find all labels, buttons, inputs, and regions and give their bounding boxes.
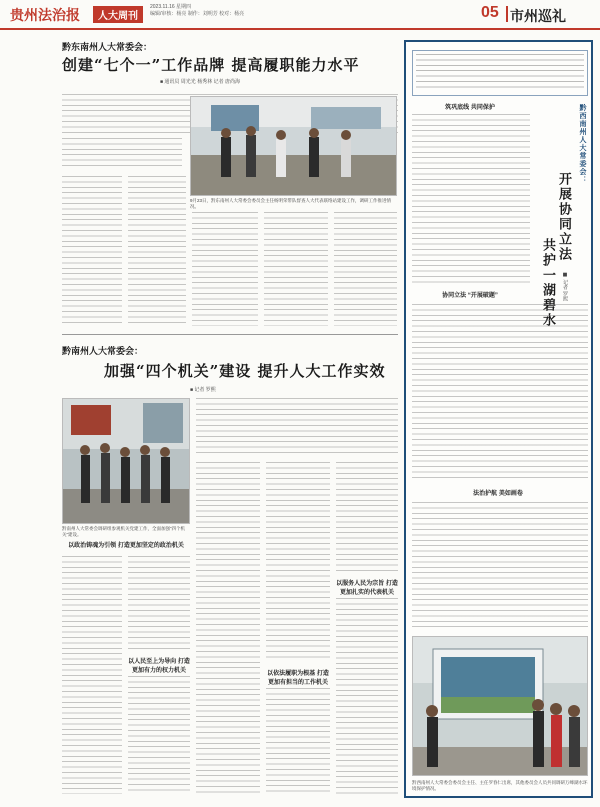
- article2-text-col3: [266, 462, 330, 662]
- sidebar-photo: [412, 636, 588, 776]
- weekly-badge: 人大周刊: [93, 6, 143, 23]
- article1-text-col5: [334, 212, 397, 326]
- article1-text-col3: [192, 212, 258, 326]
- article2-text-col4: [336, 462, 398, 572]
- masthead: [0, 0, 600, 30]
- article2-subhead-2: 以人民至上为导向 打造更加有力的权力机关: [128, 659, 190, 674]
- article1-kicker: 黔东南州人大常委会：: [62, 42, 153, 52]
- article2-subhead-1: 以政治铸魂为引领 打造更加坚定的政治机关: [68, 543, 184, 549]
- article2-subhead-3: 以依法履职为根基 打造更加有担当的工作机关: [267, 671, 329, 686]
- sidebar-subhead-3: 法治护航 美如画卷: [473, 491, 523, 497]
- section-accent-bar: [506, 6, 508, 22]
- issue-date: 2023.11.16 星期四: [150, 4, 192, 10]
- article2-text-col1a: [62, 556, 122, 794]
- sidebar-byline: ■ 记者 罗熙: [562, 272, 568, 302]
- article2-photo-caption: 黔南州人大常委会调研组参观机关党建工作，全面加强“四个机关”建设。: [62, 526, 185, 537]
- article2-byline: ■ 记者 罗熙: [190, 387, 216, 393]
- sidebar-text-block3: [412, 502, 588, 630]
- visit-photo-illustration: [63, 399, 190, 524]
- newspaper-brand: 贵州法治报: [10, 8, 80, 24]
- article1-text-col1a: [62, 138, 182, 170]
- article2-intro-text: [196, 398, 398, 456]
- article2-headline: 加强“四个机关”建设 提升人大工作实效: [104, 362, 386, 380]
- sidebar-kicker: 黔西南州人大常委会：: [579, 104, 588, 184]
- article-divider: [62, 334, 398, 335]
- sidebar-intro-text: [416, 54, 584, 92]
- sidebar-subhead-1: 筑巩底线 共同保护: [445, 105, 495, 111]
- article2-text-col2: [196, 462, 260, 794]
- article1-photo: [190, 96, 397, 196]
- lake-photo-illustration: [413, 637, 588, 776]
- page-number: 05: [481, 4, 499, 21]
- sidebar-subhead-2: 协同立法 “开展破题”: [442, 293, 498, 299]
- article1-text-col1: [62, 176, 122, 326]
- article1-text-col4: [264, 212, 328, 326]
- sidebar-photo-caption: 黔西南州人大常委会委员会主任、主任罗春仁出席，其他委员会人员共同调研万峰湖水环境保护情况。: [412, 780, 588, 791]
- article2-text-col1c: [128, 676, 190, 794]
- article2-text-col4b: [336, 598, 398, 794]
- article1-byline: ■ 通讯员 周光光 杨秀林 记者 唐尚海: [160, 79, 240, 85]
- article1-headline: 创建“七个一”工作品牌 提高履职能力水平: [62, 56, 360, 74]
- sidebar-text-block1: [412, 114, 530, 284]
- section-title: 市州巡礼: [510, 8, 566, 24]
- article2-photo: [62, 398, 190, 524]
- sidebar-text-block2: [412, 304, 588, 480]
- article1-photo-caption: 9月23日，黔东南州人大常委会委员会主任杨明荣带队督查人大代表联络站建设工作，调研工作推进情况。: [190, 198, 392, 209]
- issue-editor: 编辑/审核：杨亮 制作：刘明芳 校对：杨亮: [150, 11, 245, 17]
- sidebar-intro-box: [412, 50, 588, 96]
- article2-kicker: 黔南州人大常委会：: [62, 346, 144, 356]
- sidebar-headline-line1: 开展协同立法: [556, 172, 571, 262]
- meeting-photo-illustration: [191, 97, 397, 196]
- issue-meta: [150, 4, 270, 18]
- sidebar-headline-line2: 共护一湖碧水: [540, 238, 555, 328]
- article2-text-col3b: [266, 688, 330, 794]
- article2-subhead-4: 以服务人民为宗旨 打造更加扎实的代表机关: [336, 581, 398, 596]
- sidebar-article-box: [404, 40, 593, 798]
- article1-text-col2: [128, 176, 186, 326]
- article2-text-col1b: [128, 556, 190, 650]
